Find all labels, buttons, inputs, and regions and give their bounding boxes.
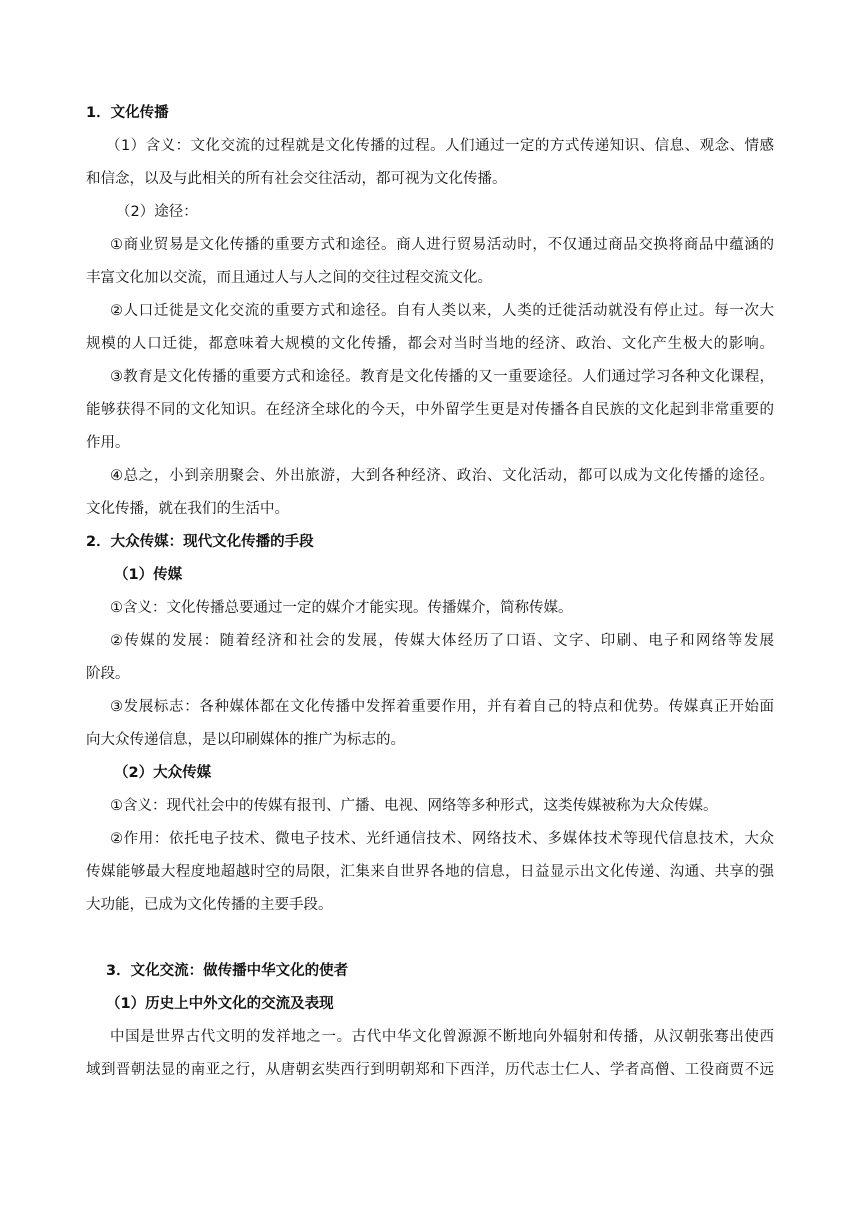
paragraph-mass-media-role-line-1: ②作用：依托电子技术、微电子技术、光纤通信技术、网络技术、多媒体技术等现代信息技术，大众 (110, 831, 774, 847)
paragraph-definition-line-1: （1）含义：文化交流的过程就是文化传播的过程。人们通过一定的方式传递知识、信息、观念、情感 (106, 138, 774, 154)
subsection-history-heading: （1）历史上中外文化的交流及表现 (106, 996, 334, 1012)
subsection-mass-media-heading: （2）大众传媒 (114, 765, 212, 781)
section-2-heading: 2．大众传媒：现代文化传播的手段 (86, 534, 314, 550)
paragraph-education-line-2: 能够获得不同的文化知识。在经济全球化的今天，中外留学生更是对传播各自民族的文化起到非常重要的 (86, 402, 774, 418)
paragraph-media-milestone-line-1: ③发展标志：各种媒体都在文化传播中发挥着重要作用，并有着自己的特点和优势。传媒真正开始面 (110, 699, 774, 715)
paragraph-history-line-1: 中国是世界古代文明的发祥地之一。古代中华文化曾源源不断地向外辐射和传播，从汉朝张骞出使西 (110, 1029, 774, 1045)
paragraph-summary-line-1: ④总之，小到亲朋聚会、外出旅游，大到各种经济、政治、文化活动，都可以成为文化传播的途径。 (110, 468, 774, 484)
paragraph-media-milestone-line-2: 向大众传递信息，是以印刷媒体的推广为标志的。 (86, 732, 405, 748)
paragraph-trade-line-2: 丰富文化加以交流，而且通过人与人之间的交往过程交流文化。 (86, 270, 492, 286)
section-gap (86, 928, 774, 961)
document-body (86, 103, 774, 1093)
paragraph-education-line-1: ③教育是文化传播的重要方式和途径。教育是文化传播的又一重要途径。人们通过学习各种文化课程， (110, 369, 774, 385)
paragraph-summary-line-2: 文化传播，就在我们的生活中。 (86, 501, 289, 517)
paragraph-channels-label: （2）途径： (116, 204, 198, 220)
paragraph-mass-media-definition: ①含义：现代社会中的传媒有报刊、广播、电视、网络等多种形式，这类传媒被称为大众传媒。 (110, 798, 718, 814)
paragraph-trade-line-1: ①商业贸易是文化传播的重要方式和途径。商人进行贸易活动时，不仅通过商品交换将商品中蕴涵的 (110, 237, 774, 253)
paragraph-history-line-2: 域到晋朝法显的南亚之行，从唐朝玄奘西行到明朝郑和下西洋，历代志士仁人、学者高僧、工役商贾不远 (86, 1062, 774, 1078)
section-3-heading: 3．文化交流：做传播中华文化的使者 (106, 963, 349, 979)
paragraph-migration-line-2: 规模的人口迁徙，都意味着大规模的文化传播，都会对当时当地的经济、政治、文化产生极大的影响。 (86, 336, 774, 352)
paragraph-mass-media-role-line-3: 大功能，已成为文化传播的主要手段。 (86, 897, 333, 913)
paragraph-education-line-3: 作用。 (86, 435, 130, 451)
paragraph-mass-media-role-line-2: 传媒能够最大程度地超越时空的局限，汇集来自世界各地的信息，日益显示出文化传递、沟通、共享的强 (86, 864, 774, 880)
subsection-media-heading: （1）传媒 (114, 567, 183, 583)
paragraph-definition-line-2: 和信念，以及与此相关的所有社会交往活动，都可视为文化传播。 (86, 171, 507, 187)
paragraph-migration-line-1: ②人口迁徙是文化交流的重要方式和途径。自有人类以来，人类的迁徙活动就没有停止过。每一次大 (110, 303, 774, 319)
paragraph-media-development-line-2: 阶段。 (86, 666, 130, 682)
paragraph-media-definition: ①含义：文化传播总要通过一定的媒介才能实现。传播媒介，简称传媒。 (110, 600, 573, 616)
paragraph-media-development-line-1: ②传媒的发展：随着经济和社会的发展，传媒大体经历了口语、文字、印刷、电子和网络等发展 (110, 633, 774, 649)
section-1-heading: 1．文化传播 (86, 105, 169, 121)
